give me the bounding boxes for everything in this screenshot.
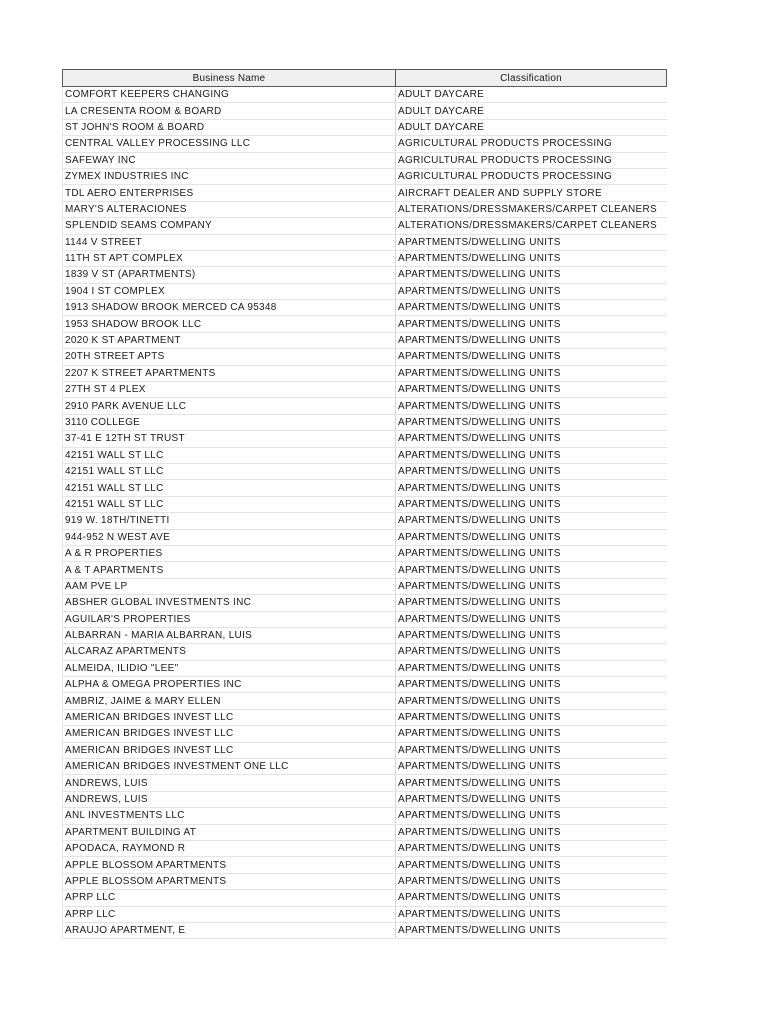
- business-name-cell: SAFEWAY INC: [63, 152, 396, 168]
- table-row: [63, 496, 667, 512]
- table-row: [63, 644, 667, 660]
- classification-cell: APARTMENTS/DWELLING UNITS: [396, 644, 667, 660]
- business-name-cell: A & T APARTMENTS: [63, 562, 396, 578]
- business-name-cell: 2910 PARK AVENUE LLC: [63, 398, 396, 414]
- business-name-cell: TDL AERO ENTERPRISES: [63, 185, 396, 201]
- table-row: [63, 873, 667, 889]
- business-name-cell: 27TH ST 4 PLEX: [63, 382, 396, 398]
- classification-cell: APARTMENTS/DWELLING UNITS: [396, 332, 667, 348]
- column-header-classification: Classification: [396, 70, 667, 87]
- business-name-cell: 919 W. 18TH/TINETTI: [63, 513, 396, 529]
- table-row: [63, 234, 667, 250]
- classification-cell: APARTMENTS/DWELLING UNITS: [396, 922, 667, 938]
- classification-cell: APARTMENTS/DWELLING UNITS: [396, 726, 667, 742]
- table-row: [63, 726, 667, 742]
- table-row: [63, 480, 667, 496]
- table-row: [63, 250, 667, 266]
- table-row: [63, 759, 667, 775]
- classification-cell: APARTMENTS/DWELLING UNITS: [396, 480, 667, 496]
- business-name-cell: 1913 SHADOW BROOK MERCED CA 95348: [63, 300, 396, 316]
- business-name-cell: AMERICAN BRIDGES INVESTMENT ONE LLC: [63, 759, 396, 775]
- business-name-cell: 11TH ST APT COMPLEX: [63, 250, 396, 266]
- column-header-business-name: Business Name: [63, 70, 396, 87]
- table-row: [63, 119, 667, 135]
- classification-cell: APARTMENTS/DWELLING UNITS: [396, 250, 667, 266]
- business-name-cell: ANL INVESTMENTS LLC: [63, 808, 396, 824]
- header-row: [63, 70, 667, 87]
- table-row: [63, 513, 667, 529]
- table-row: [63, 545, 667, 561]
- classification-cell: APARTMENTS/DWELLING UNITS: [396, 742, 667, 758]
- table-row: [63, 267, 667, 283]
- classification-cell: APARTMENTS/DWELLING UNITS: [396, 890, 667, 906]
- classification-cell: APARTMENTS/DWELLING UNITS: [396, 513, 667, 529]
- business-name-cell: 42151 WALL ST LLC: [63, 463, 396, 479]
- business-name-cell: AMERICAN BRIDGES INVEST LLC: [63, 709, 396, 725]
- business-name-cell: ALCARAZ APARTMENTS: [63, 644, 396, 660]
- business-name-cell: APPLE BLOSSOM APARTMENTS: [63, 857, 396, 873]
- business-name-cell: CENTRAL VALLEY PROCESSING LLC: [63, 136, 396, 152]
- business-name-cell: APRP LLC: [63, 906, 396, 922]
- business-name-cell: AMERICAN BRIDGES INVEST LLC: [63, 726, 396, 742]
- business-name-cell: 42151 WALL ST LLC: [63, 447, 396, 463]
- table-row: [63, 332, 667, 348]
- table-row: [63, 201, 667, 217]
- business-name-cell: 3110 COLLEGE: [63, 414, 396, 430]
- classification-cell: ALTERATIONS/DRESSMAKERS/CARPET CLEANERS: [396, 201, 667, 217]
- classification-cell: AIRCRAFT DEALER AND SUPPLY STORE: [396, 185, 667, 201]
- classification-cell: APARTMENTS/DWELLING UNITS: [396, 267, 667, 283]
- table-row: [63, 398, 667, 414]
- business-name-cell: ARAUJO APARTMENT, E: [63, 922, 396, 938]
- table-row: [63, 87, 667, 103]
- business-name-cell: APODACA, RAYMOND R: [63, 840, 396, 856]
- table-row: [63, 431, 667, 447]
- table-row: [63, 840, 667, 856]
- business-name-cell: 42151 WALL ST LLC: [63, 480, 396, 496]
- classification-cell: APARTMENTS/DWELLING UNITS: [396, 840, 667, 856]
- classification-cell: AGRICULTURAL PRODUCTS PROCESSING: [396, 152, 667, 168]
- business-name-cell: ANDREWS, LUIS: [63, 775, 396, 791]
- classification-cell: ADULT DAYCARE: [396, 87, 667, 103]
- table-row: [63, 775, 667, 791]
- classification-cell: ADULT DAYCARE: [396, 119, 667, 135]
- business-name-cell: APPLE BLOSSOM APARTMENTS: [63, 873, 396, 889]
- business-name-cell: LA CRESENTA ROOM & BOARD: [63, 103, 396, 119]
- classification-cell: APARTMENTS/DWELLING UNITS: [396, 496, 667, 512]
- table-row: [63, 660, 667, 676]
- business-name-cell: ALPHA & OMEGA PROPERTIES INC: [63, 677, 396, 693]
- classification-cell: APARTMENTS/DWELLING UNITS: [396, 611, 667, 627]
- classification-cell: APARTMENTS/DWELLING UNITS: [396, 545, 667, 561]
- business-name-cell: 42151 WALL ST LLC: [63, 496, 396, 512]
- business-name-cell: 2207 K STREET APARTMENTS: [63, 365, 396, 381]
- classification-cell: APARTMENTS/DWELLING UNITS: [396, 677, 667, 693]
- business-name-cell: APRP LLC: [63, 890, 396, 906]
- table-row: [63, 562, 667, 578]
- classification-cell: APARTMENTS/DWELLING UNITS: [396, 431, 667, 447]
- business-name-cell: ZYMEX INDUSTRIES INC: [63, 168, 396, 184]
- classification-cell: APARTMENTS/DWELLING UNITS: [396, 906, 667, 922]
- table-row: [63, 906, 667, 922]
- classification-cell: APARTMENTS/DWELLING UNITS: [396, 398, 667, 414]
- classification-cell: AGRICULTURAL PRODUCTS PROCESSING: [396, 136, 667, 152]
- table-row: [63, 316, 667, 332]
- business-name-cell: MARY'S ALTERACIONES: [63, 201, 396, 217]
- classification-cell: APARTMENTS/DWELLING UNITS: [396, 414, 667, 430]
- table-row: [63, 611, 667, 627]
- table-row: [63, 382, 667, 398]
- classification-cell: APARTMENTS/DWELLING UNITS: [396, 808, 667, 824]
- business-table: [62, 69, 667, 939]
- table-row: [63, 857, 667, 873]
- business-name-cell: AMERICAN BRIDGES INVEST LLC: [63, 742, 396, 758]
- table-row: [63, 693, 667, 709]
- table-row: [63, 824, 667, 840]
- business-name-cell: 944-952 N WEST AVE: [63, 529, 396, 545]
- classification-cell: AGRICULTURAL PRODUCTS PROCESSING: [396, 168, 667, 184]
- classification-cell: APARTMENTS/DWELLING UNITS: [396, 660, 667, 676]
- business-name-cell: AAM PVE LP: [63, 578, 396, 594]
- table-row: [63, 168, 667, 184]
- classification-cell: APARTMENTS/DWELLING UNITS: [396, 316, 667, 332]
- business-name-cell: COMFORT KEEPERS CHANGING: [63, 87, 396, 103]
- business-name-cell: 2020 K ST APARTMENT: [63, 332, 396, 348]
- table-row: [63, 922, 667, 938]
- classification-cell: APARTMENTS/DWELLING UNITS: [396, 824, 667, 840]
- classification-cell: APARTMENTS/DWELLING UNITS: [396, 693, 667, 709]
- business-name-cell: 1839 V ST (APARTMENTS): [63, 267, 396, 283]
- table-row: [63, 103, 667, 119]
- table-row: [63, 218, 667, 234]
- classification-cell: APARTMENTS/DWELLING UNITS: [396, 627, 667, 643]
- table-row: [63, 529, 667, 545]
- business-name-cell: APARTMENT BUILDING AT: [63, 824, 396, 840]
- table-row: [63, 595, 667, 611]
- table-row: [63, 349, 667, 365]
- classification-cell: APARTMENTS/DWELLING UNITS: [396, 529, 667, 545]
- business-name-cell: ABSHER GLOBAL INVESTMENTS INC: [63, 595, 396, 611]
- classification-cell: APARTMENTS/DWELLING UNITS: [396, 562, 667, 578]
- classification-cell: APARTMENTS/DWELLING UNITS: [396, 578, 667, 594]
- business-name-cell: 1953 SHADOW BROOK LLC: [63, 316, 396, 332]
- table-row: [63, 890, 667, 906]
- classification-cell: APARTMENTS/DWELLING UNITS: [396, 300, 667, 316]
- classification-cell: APARTMENTS/DWELLING UNITS: [396, 709, 667, 725]
- table-row: [63, 808, 667, 824]
- table-row: [63, 742, 667, 758]
- classification-cell: APARTMENTS/DWELLING UNITS: [396, 234, 667, 250]
- business-name-cell: 20TH STREET APTS: [63, 349, 396, 365]
- classification-cell: APARTMENTS/DWELLING UNITS: [396, 382, 667, 398]
- classification-cell: APARTMENTS/DWELLING UNITS: [396, 349, 667, 365]
- table-row: [63, 185, 667, 201]
- table-row: [63, 463, 667, 479]
- business-name-cell: ALBARRAN - MARIA ALBARRAN, LUIS: [63, 627, 396, 643]
- classification-cell: APARTMENTS/DWELLING UNITS: [396, 595, 667, 611]
- table-row: [63, 365, 667, 381]
- table-body: [63, 87, 667, 939]
- business-name-cell: AMBRIZ, JAIME & MARY ELLEN: [63, 693, 396, 709]
- business-name-cell: 1904 I ST COMPLEX: [63, 283, 396, 299]
- classification-cell: APARTMENTS/DWELLING UNITS: [396, 791, 667, 807]
- classification-cell: APARTMENTS/DWELLING UNITS: [396, 447, 667, 463]
- table-row: [63, 414, 667, 430]
- business-name-cell: ST JOHN'S ROOM & BOARD: [63, 119, 396, 135]
- table-row: [63, 136, 667, 152]
- classification-cell: APARTMENTS/DWELLING UNITS: [396, 759, 667, 775]
- table-row: [63, 283, 667, 299]
- business-name-cell: AGUILAR'S PROPERTIES: [63, 611, 396, 627]
- business-name-cell: A & R PROPERTIES: [63, 545, 396, 561]
- table-row: [63, 578, 667, 594]
- classification-cell: APARTMENTS/DWELLING UNITS: [396, 873, 667, 889]
- business-name-cell: 37-41 E 12TH ST TRUST: [63, 431, 396, 447]
- business-name-cell: 1144 V STREET: [63, 234, 396, 250]
- business-name-cell: SPLENDID SEAMS COMPANY: [63, 218, 396, 234]
- table-row: [63, 791, 667, 807]
- classification-cell: APARTMENTS/DWELLING UNITS: [396, 775, 667, 791]
- table-row: [63, 709, 667, 725]
- classification-cell: APARTMENTS/DWELLING UNITS: [396, 365, 667, 381]
- business-name-cell: ANDREWS, LUIS: [63, 791, 396, 807]
- table-row: [63, 300, 667, 316]
- classification-cell: APARTMENTS/DWELLING UNITS: [396, 857, 667, 873]
- table-row: [63, 447, 667, 463]
- table-row: [63, 677, 667, 693]
- classification-cell: ADULT DAYCARE: [396, 103, 667, 119]
- classification-cell: APARTMENTS/DWELLING UNITS: [396, 463, 667, 479]
- table-row: [63, 152, 667, 168]
- table-row: [63, 627, 667, 643]
- classification-cell: APARTMENTS/DWELLING UNITS: [396, 283, 667, 299]
- classification-cell: ALTERATIONS/DRESSMAKERS/CARPET CLEANERS: [396, 218, 667, 234]
- business-name-cell: ALMEIDA, ILIDIO "LEE": [63, 660, 396, 676]
